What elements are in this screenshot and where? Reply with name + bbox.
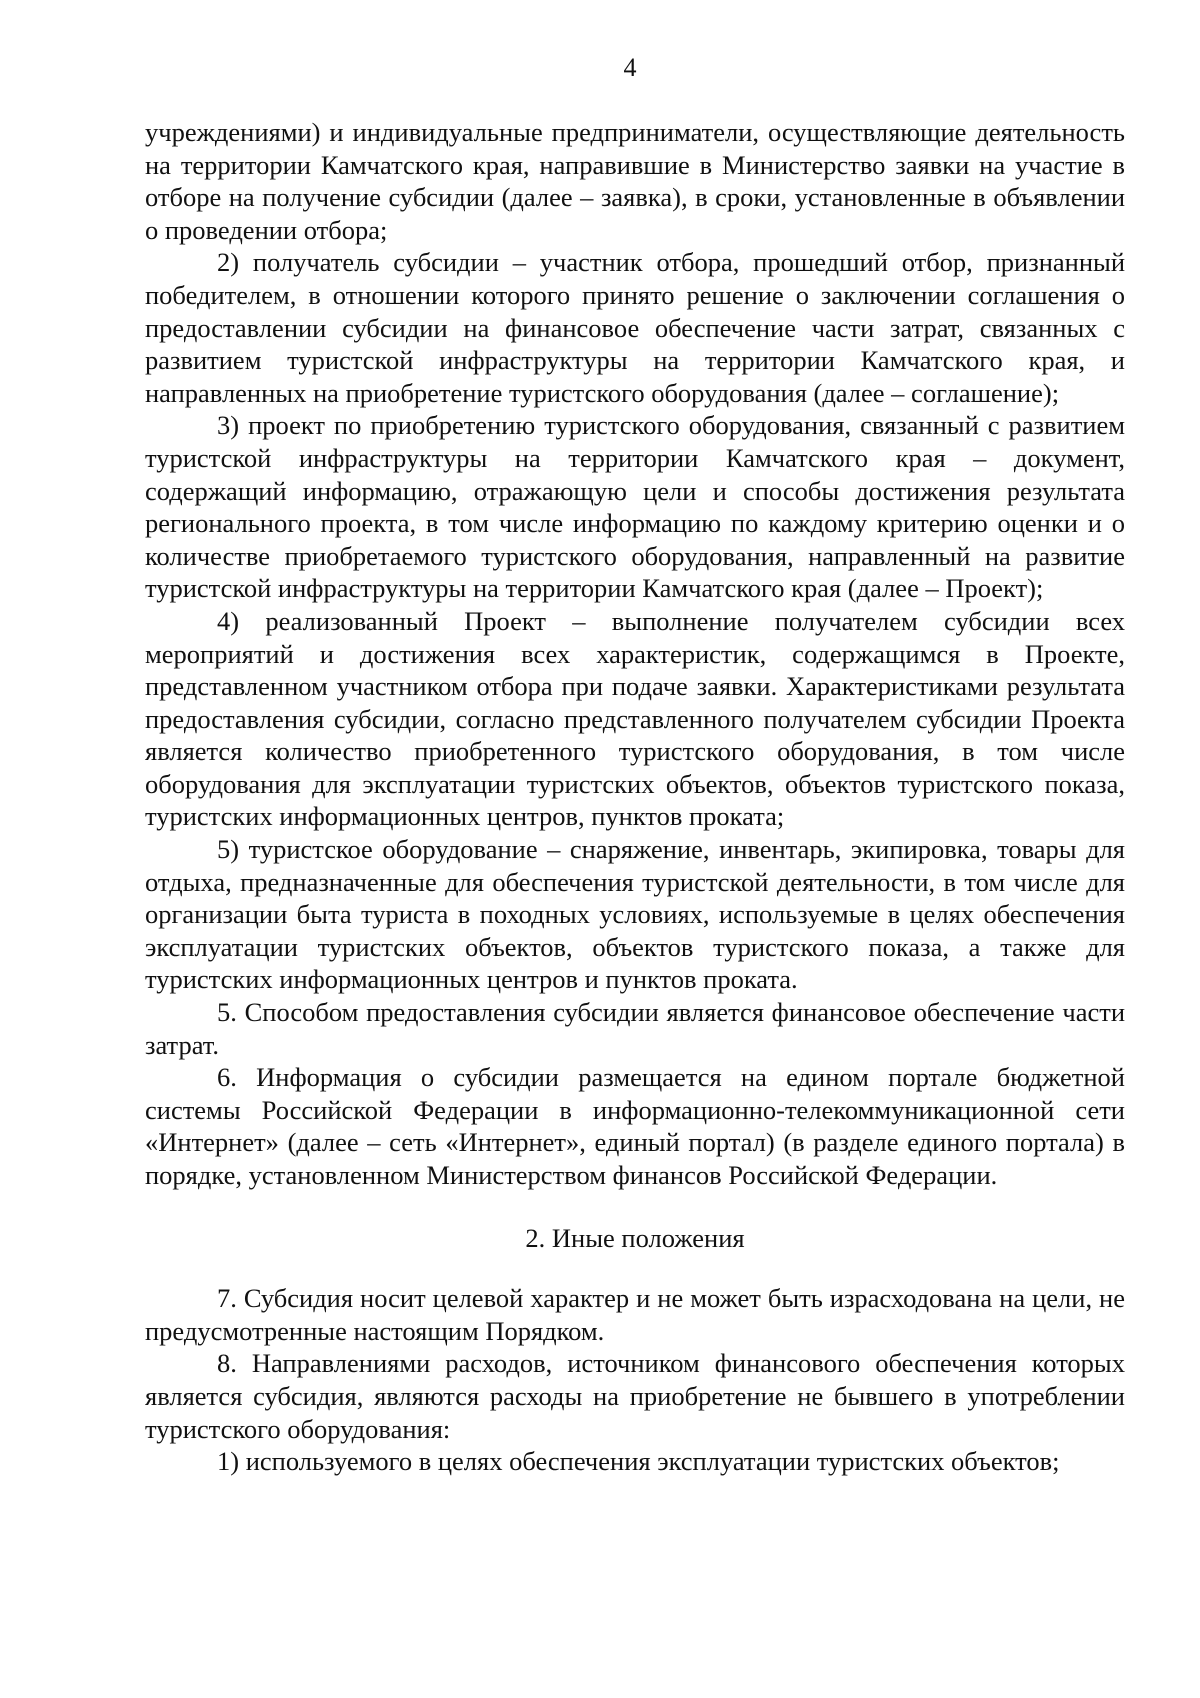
page-number: 4 bbox=[623, 53, 637, 82]
paragraph: 8. Направлениями расходов, источником финансового обеспечения которых является субсидия, являются расходы на приобретение не бывшего в употреблении туристского оборудования: bbox=[145, 1348, 1125, 1444]
paragraph: 6. Информация о субсидии размещается на едином портале бюджетной системы Российской Федерации в информационно-телекоммуникационной сети «Интернет» (далее – сеть «Интернет», единый портал) (в разделе единого портала) в порядке, установленном Министерством финансов Российской Федерации. bbox=[145, 1062, 1125, 1190]
document-body bbox=[145, 116, 1125, 1478]
paragraph: 5. Способом предоставления субсидии является финансовое обеспечение части затрат. bbox=[145, 997, 1125, 1060]
section-heading: 2. Иные положения bbox=[525, 1222, 745, 1253]
paragraphs-before-heading bbox=[145, 116, 1125, 1192]
paragraph: 3) проект по приобретению туристского оборудования, связанный с развитием туристской инфраструктуры на территории Камчатского края – документ, содержащий информацию, отражающую цели и способы достижения результата регионального проекта, в том числе информацию по каждому критерию оценки и о количестве приобретаемого туристского оборудования, направленный на развитие туристской инфраструктуры на территории Камчатского края (далее – Проект); bbox=[145, 410, 1125, 604]
paragraph: 2) получатель субсидии – участник отбора, прошедший отбор, признанный победителем, в отношении которого принято решение о заключении соглашения о предоставлении субсидии на финансовое обеспечение части затрат, связанных с развитием туристской инфраструктуры на территории Камчатского края, и направленных на приобретение туристского оборудования (далее – соглашение); bbox=[145, 247, 1125, 408]
paragraph: 4) реализованный Проект – выполнение получателем субсидии всех мероприятий и достижения всех характеристик, содержащимся в Проекте, представленном участником отбора при подаче заявки. Характеристиками результата предоставления субсидии, согласно представленного получателем субсидии Проекта является количество приобретенного туристского оборудования, в том числе оборудования для эксплуатации туристских объектов, объектов туристского показа, туристских информационных центров, пунктов проката; bbox=[145, 605, 1125, 832]
paragraph: учреждениями) и индивидуальные предприниматели, осуществляющие деятельность на территории Камчатского края, направившие в Министерство заявки на участие в отборе на получение субсидии (далее – заявка), в сроки, установленные в объявлении о проведении отбора; bbox=[145, 117, 1125, 245]
paragraph: 5) туристское оборудование – снаряжение, инвентарь, экипировка, товары для отдыха, предназначенные для обеспечения туристской деятельности, в том числе для организации быта туриста в походных условиях, используемые в целях обеспечения эксплуатации туристских объектов, объектов туристского показа, а также для туристских информационных центров и пунктов проката. bbox=[145, 834, 1125, 995]
paragraph: 1) используемого в целях обеспечения эксплуатации туристских объектов; bbox=[217, 1446, 1060, 1477]
paragraph: 7. Субсидия носит целевой характер и не может быть израсходована на цели, не предусмотренные настоящим Порядком. bbox=[145, 1283, 1125, 1346]
paragraphs-after-heading bbox=[145, 1282, 1125, 1478]
